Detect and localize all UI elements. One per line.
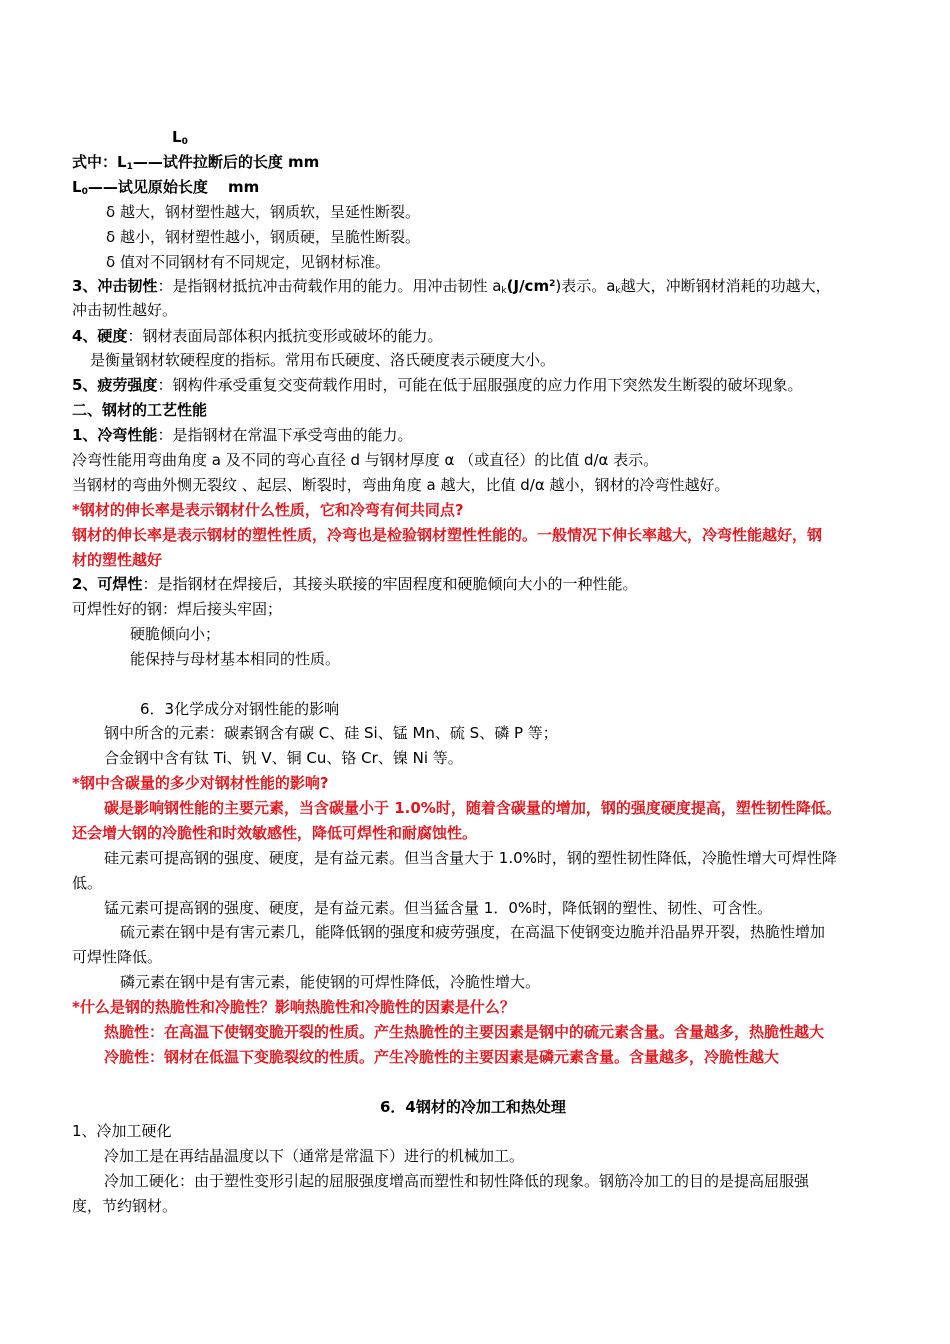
answer-carbon-2: 还会增大钢的冷脆性和时效敏感性，降低可焊性和耐腐蚀性。 — [72, 824, 478, 842]
weld-line-4: 能保持与母材基本相同的性质。 — [130, 650, 341, 668]
cold-line-1: 冷加工是在再结晶温度以下（通常是常温下）进行的机械加工。 — [104, 1147, 525, 1165]
hardness-line-2: 是衡量钢材软硬程度的指标。常用布氏硬度、洛氏硬度表示硬度大小。 — [90, 351, 556, 369]
answer-elongation-2: 材的塑性越好 — [72, 551, 163, 569]
answer-hot-brittleness: 热脆性：在高温下使钢变脆开裂的性质。产生热脆性的主要因素是钢中的硫元素含量。含量越多，热脆性越大 — [104, 1023, 825, 1041]
delta-line-3: δ 值对不同钢材有不同规定，见钢材标准。 — [106, 253, 390, 271]
impact-line-2: 冲击韧性越好。 — [72, 301, 178, 319]
fatigue-paragraph: 5、疲劳强度：钢构件承受重复交变荷载作用时，可能在低于屈服强度的应力作用下突然发生断裂的破坏现象。 — [72, 376, 803, 394]
weld-line-3: 硬脆倾向小； — [130, 625, 221, 643]
hardness-paragraph: 4、硬度：钢材表面局部体积内抵抗变形或破坏的能力。 — [72, 327, 443, 345]
bend-paragraph: 1、冷弯性能：是指钢材在常温下承受弯曲的能力。 — [72, 426, 413, 444]
formula-note-l1: 式中：$L_1——$试件拉断后的长度 mm — [72, 153, 320, 172]
sulfur-line-2: 可焊性降低。 — [72, 948, 163, 966]
weld-paragraph: 2、可焊性：是指钢材在焊接后，其接头联接的牢固程度和硬脆倾向大小的一种性能。 — [72, 575, 638, 593]
phosphorus-line: 磷元素在钢中是有害元素，能使钢的可焊性降低，冷脆性增大。 — [120, 973, 541, 991]
bend-line-2: 冷弯性能用弯曲角度 a 及不同的弯心直径 d 与钢材厚度 α （或直径）的比值 d/α 表示。 — [72, 451, 659, 469]
impact-paragraph: 3、冲击韧性：是指钢材抵抗冲击荷载作用的能力。用冲击韧性 $a_k(J/cm^2)$表示。$a_k$越大，冲断钢材消耗的功越大， — [72, 277, 831, 296]
formula-note-l0: $L_0——$试见原始长度 mm — [72, 178, 260, 197]
elements-line-2: 合金钢中含有钛 Ti、钒 V、铜 Cu、铬 Cr、镍 Ni 等。 — [104, 749, 463, 767]
silicon-line-2: 低。 — [72, 874, 103, 892]
answer-carbon-1: 碳是影响钢性能的主要元素，当含碳量小于 1.0%时，随着含碳量的增加，钢的强度硬度提高，塑性韧性降低。 — [104, 799, 841, 817]
delta-line-1: δ 越大，钢材塑性越大，钢质软，呈延性断裂。 — [106, 203, 420, 221]
question-elongation: *钢材的伸长率是表示钢材什么性质，它和冷弯有何共同点? — [72, 501, 464, 519]
section-heading-process: 二、钢材的工艺性能 — [72, 401, 208, 419]
cold-line-2: 冷加工硬化：由于塑性变形引起的屈服强度增高而塑性和韧性降低的现象。钢筋冷加工的目的是提高屈服强 — [104, 1172, 810, 1190]
question-brittleness: *什么是钢的热脆性和冷脆性？影响热脆性和冷脆性的因素是什么？ — [72, 998, 515, 1016]
answer-elongation-1: 钢材的伸长率是表示钢材的塑性性质，冷弯也是检验钢材塑性性能的。一般情况下伸长率越大，冷弯性能越好，钢 — [72, 526, 823, 544]
formula-denominator: $L_0$ — [172, 128, 188, 147]
cold-line-3: 度，节约钢材。 — [72, 1197, 178, 1215]
weld-line-2: 可焊性好的钢：焊后接头牢固； — [72, 600, 283, 618]
manganese-line: 锰元素可提高钢的强度、硬度，是有益元素。但当猛含量 1．0%时，降低钢的塑性、韧性、可含性。 — [104, 899, 773, 917]
elements-line-1: 钢中所含的元素：碳素钢含有碳 C、硅 Si、锰 Mn、硫 S、磷 P 等； — [104, 724, 558, 742]
silicon-line-1: 硅元素可提高钢的强度、硬度，是有益元素。但当含量大于 1.0%时，钢的塑性韧性降低，冷脆性增大可焊性降 — [104, 849, 837, 867]
section-heading-cold-work: 6．4钢材的冷加工和热处理 — [380, 1098, 566, 1116]
cold-hardening-heading: 1、冷加工硬化 — [72, 1122, 172, 1140]
question-carbon: *钢中含碳量的多少对钢材性能的影响? — [72, 774, 329, 792]
section-heading-chemistry: 6．3化学成分对钢性能的影响 — [140, 700, 340, 718]
sulfur-line-1: 硫元素在钢中是有害元素几，能降低钢的强度和疲劳强度，在高温下使钢变边脆并沿晶界开裂，热脆性增加 — [120, 923, 826, 941]
bend-line-3: 当钢材的弯曲外恻无裂纹 、起层、断裂时，弯曲角度 a 越大，比值 d/α 越小，钢材的冷弯性越好。 — [72, 476, 730, 494]
answer-cold-brittleness: 冷脆性：钢材在低温下变脆裂纹的性质。产生冷脆性的主要因素是磷元素含量。含量越多，冷脆性越大 — [104, 1048, 780, 1066]
delta-line-2: δ 越小，钢材塑性越小，钢质硬，呈脆性断裂。 — [106, 228, 420, 246]
